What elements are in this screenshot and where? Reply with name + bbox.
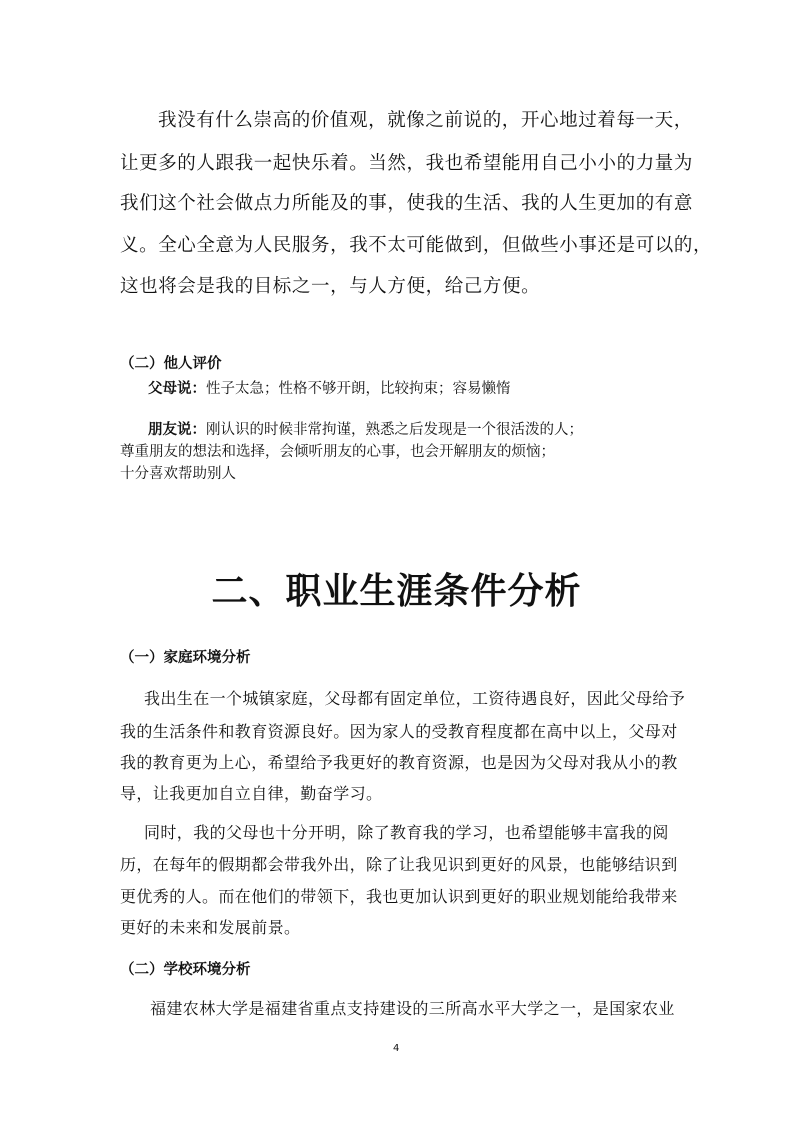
section-heading-others-eval: （二）他人评价	[120, 356, 222, 372]
parents-text: 性子太急；性格不够开朗，比较拘束；容易懒惰	[206, 381, 511, 397]
paragraph-line: 义。全心全意为人民服务，我不太可能做到，但做些小事还是可以的，	[120, 235, 713, 256]
paragraph-line: 我的生活条件和教育资源良好。因为家人的受教育程度都在高中以上，父母对	[120, 722, 678, 741]
paragraph-line: 我出生在一个城镇家庭，父母都有固定单位，工资待遇良好，因此父母给予	[144, 689, 686, 708]
paragraph-line: 导，让我更加自立自律，勤奋学习。	[120, 784, 383, 803]
parents-label: 父母说：	[148, 381, 206, 397]
paragraph-line: 我没有什么崇高的价值观，就像之前说的，开心地过着每一天，	[158, 110, 693, 131]
page-number: 4	[393, 1043, 400, 1054]
parents-eval	[148, 377, 511, 398]
paragraph-line: 历，在每年的假期都会带我外出，除了让我见识到更好的风景，也能够结识到	[120, 855, 678, 874]
paragraph-line: 我的教育更为上心，希望给予我更好的教育资源，也是因为父母对我从小的教	[120, 753, 678, 772]
paragraph-line: 同时，我的父母也十分开明，除了教育我的学习，也希望能够丰富我的阅	[144, 823, 669, 842]
friends-text: 刚认识的时候非常拘谨，熟悉之后发现是一个很活泼的人；	[206, 422, 583, 438]
friends-eval-line3: 十分喜欢帮助别人	[120, 466, 236, 482]
paragraph-line: 这也将会是我的目标之一，与人方便，给己方便。	[120, 276, 541, 297]
paragraph-line: 让更多的人跟我一起快乐着。当然，我也希望能用自己小小的力量为	[120, 153, 694, 174]
friends-label: 朋友说：	[148, 422, 206, 438]
paragraph-line: 我们这个社会做点力所能及的事，使我的生活、我的人生更加的有意	[120, 193, 694, 214]
friends-eval	[148, 418, 583, 439]
friends-eval-line2: 尊重朋友的想法和选择，会倾听朋友的心事，也会开解朋友的烦恼；	[120, 444, 555, 460]
paragraph-line: 更好的未来和发展前景。	[120, 918, 301, 937]
paragraph-line: 更优秀的人。而在他们的带领下，我也更加认识到更好的职业规划能给我带来	[120, 887, 678, 906]
section-heading-school: （二）学校环境分析	[120, 962, 251, 978]
paragraph-line: 福建农林大学是福建省重点支持建设的三所高水平大学之一，是国家农业	[150, 999, 675, 1018]
chapter-title: 二、职业生涯条件分析	[211, 571, 582, 612]
section-heading-family: （一）家庭环境分析	[120, 650, 251, 666]
